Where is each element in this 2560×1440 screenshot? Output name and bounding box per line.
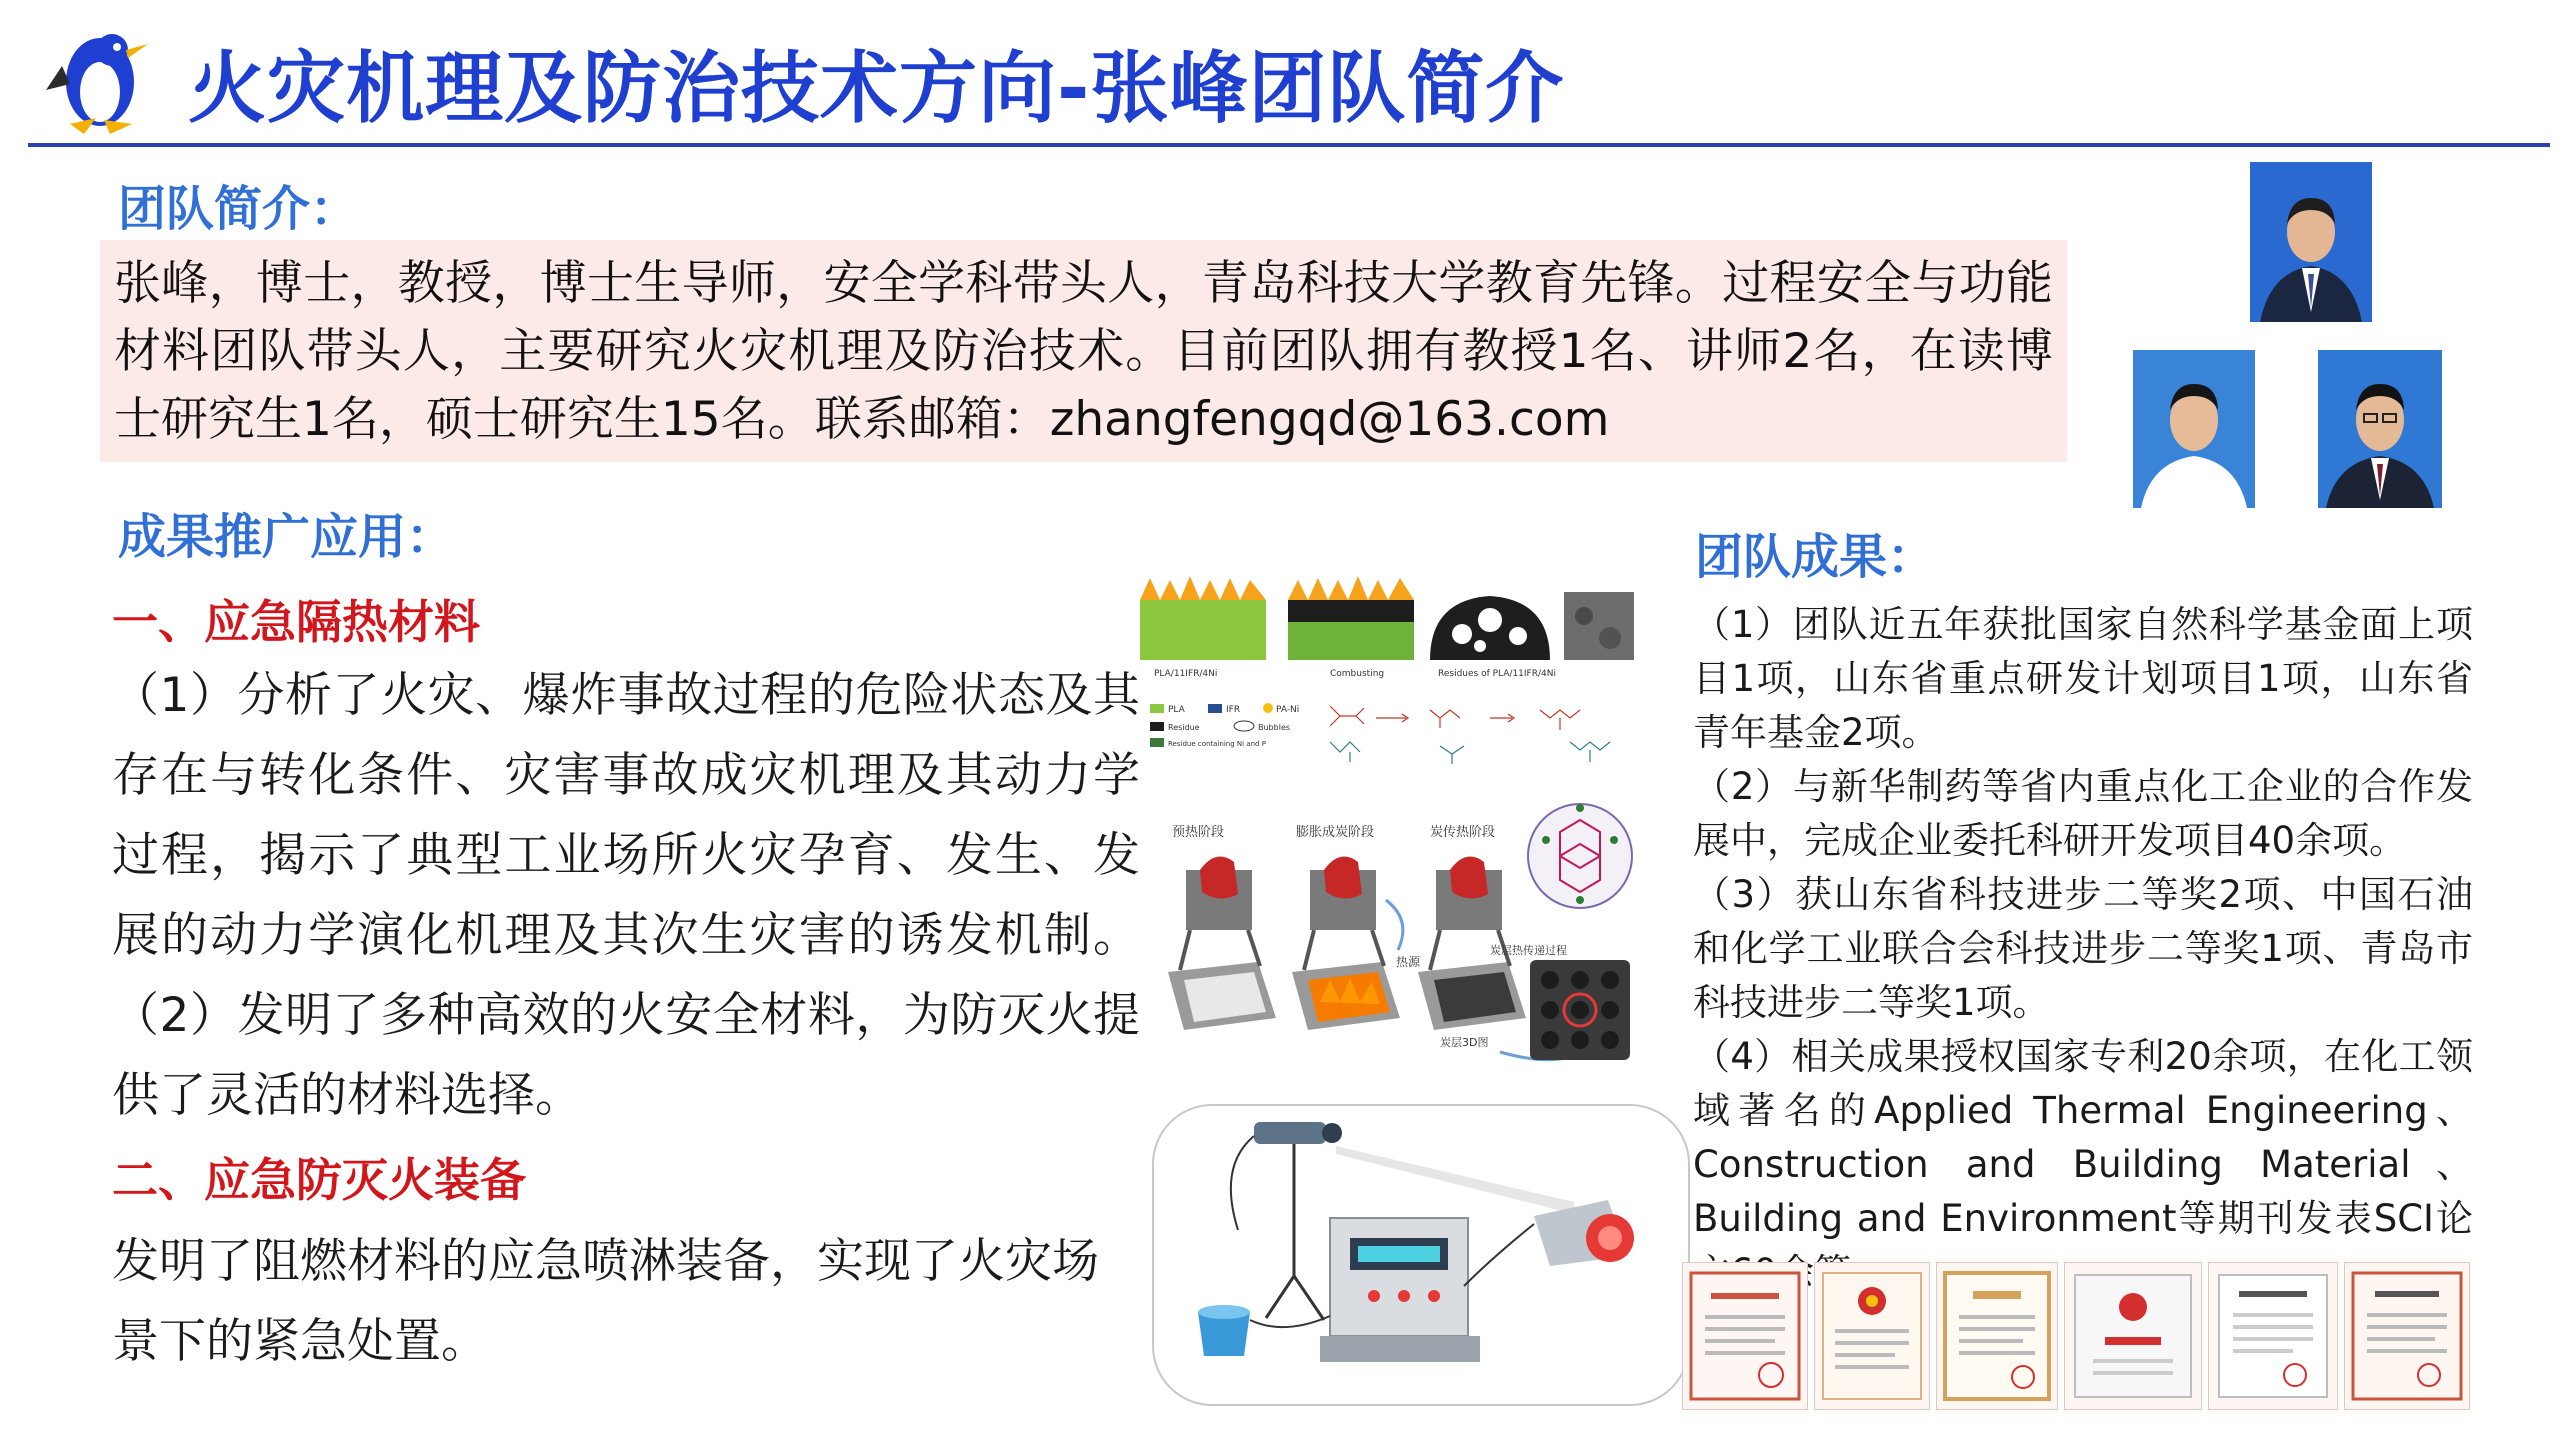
combust-label-1: PLA/11IFR/4Ni bbox=[1154, 669, 1218, 679]
legend-residue-ni-p: Residue containing Ni and P bbox=[1168, 740, 1266, 748]
intro-text: 张峰，博士，教授，博士生导师，安全学科带头人，青岛科技大学教育先锋。过程安全与功能材料团队带头人，主要研究火灾机理及防治技术。目前团队拥有教授1名、讲师2名，在读博士研究生1名，硕士研究生15名。联系邮箱：zhangfengqd@163.com bbox=[100, 240, 2067, 462]
legend-bubbles: Bubbles bbox=[1258, 723, 1291, 732]
achievement-item: （3）获山东省科技进步二等奖2项、中国石油和化学工业联合会科技进步二等奖1项、青岛市科技进步二等奖1项。 bbox=[1693, 873, 2473, 1024]
certificate-image bbox=[1936, 1262, 2058, 1410]
note-char-3d: 炭层3D图 bbox=[1440, 1036, 1489, 1049]
stage-1-apparatus bbox=[1168, 857, 1276, 1030]
member-portrait-2 bbox=[2318, 350, 2442, 508]
leader-portrait bbox=[2250, 162, 2372, 322]
note-char-transfer: 炭层热传递过程 bbox=[1490, 944, 1567, 957]
applications-heading: 成果推广应用： bbox=[118, 509, 455, 565]
achievements-heading: 团队成果： bbox=[1695, 529, 1936, 585]
legend-pa-ni: PA-Ni bbox=[1276, 705, 1300, 715]
achievement-item: （4）相关成果授权国家专利20余项，在化工领域著名的Applied Thermal Engineering、Construction and Building Material、Building and Environment等期刊发表SCI论 bbox=[1693, 1035, 2473, 1240]
combust-label-2: Combusting bbox=[1330, 669, 1385, 679]
material-text: （1）分析了火灾、爆炸事故过程的危险状态及其存在与转化条件、灾害事故成灾机理及其动力学过程，揭示了典型工业场所火灾孕育、发生、发展的动力学演化机理及其次生灾害的诱发机制。（2）发明了多种高效的火安全材料，为防灭火提供了灵活的材料选择。 bbox=[112, 668, 1140, 1123]
page-title: 火灾机理及防治技术方向-张峰团队简介 bbox=[188, 44, 1565, 134]
achievement-item: （2）与新华制药等省内重点化工企业的合作发展中，完成企业委托科研开发项目40余项。 bbox=[1693, 765, 2473, 862]
stage-label-3: 炭传热阶段 bbox=[1430, 825, 1496, 840]
university-logo bbox=[40, 20, 160, 138]
legend-and-chemistry bbox=[1140, 696, 1670, 786]
achievements-list bbox=[1693, 598, 2473, 1300]
achievement-item: （1）团队近五年获批国家自然科学基金面上项目1项，山东省重点研发计划项目1项，山东省青年基金2项。 bbox=[1693, 603, 2473, 754]
certificate-image bbox=[1814, 1262, 1930, 1410]
certificate-image bbox=[2208, 1262, 2338, 1410]
combust-label-3: Residues of PLA/11IFR/4Ni bbox=[1438, 669, 1556, 679]
legend-residue: Residue bbox=[1168, 723, 1200, 732]
legend-ifr: IFR bbox=[1226, 705, 1241, 715]
certificate-image bbox=[2064, 1262, 2202, 1410]
equipment-text: 发明了阻燃材料的应急喷淋装备，实现了火灾场景下的紧急处置。 bbox=[112, 1234, 1099, 1369]
molecular-and-char-3d-figure bbox=[1520, 790, 1640, 1080]
note-heat-source: 热源 bbox=[1396, 955, 1421, 969]
sprinkler-equipment-diagram bbox=[1152, 1104, 1690, 1406]
member-portrait-1 bbox=[2133, 350, 2255, 508]
stage-2-apparatus bbox=[1292, 857, 1421, 1030]
stage-label-2: 膨胀成炭阶段 bbox=[1296, 825, 1375, 840]
intro-heading: 团队简介： bbox=[118, 181, 359, 237]
certificate-image bbox=[2344, 1262, 2470, 1410]
stage-label-1: 预热阶段 bbox=[1172, 825, 1225, 840]
certificate-gallery bbox=[1682, 1262, 2482, 1410]
certificate-image bbox=[1682, 1262, 1808, 1410]
equipment-heading: 二、应急防灭火装备 bbox=[112, 1153, 526, 1207]
title-divider bbox=[28, 143, 2550, 147]
material-heading: 一、应急隔热材料 bbox=[112, 595, 480, 649]
legend-pla: PLA bbox=[1168, 705, 1185, 715]
